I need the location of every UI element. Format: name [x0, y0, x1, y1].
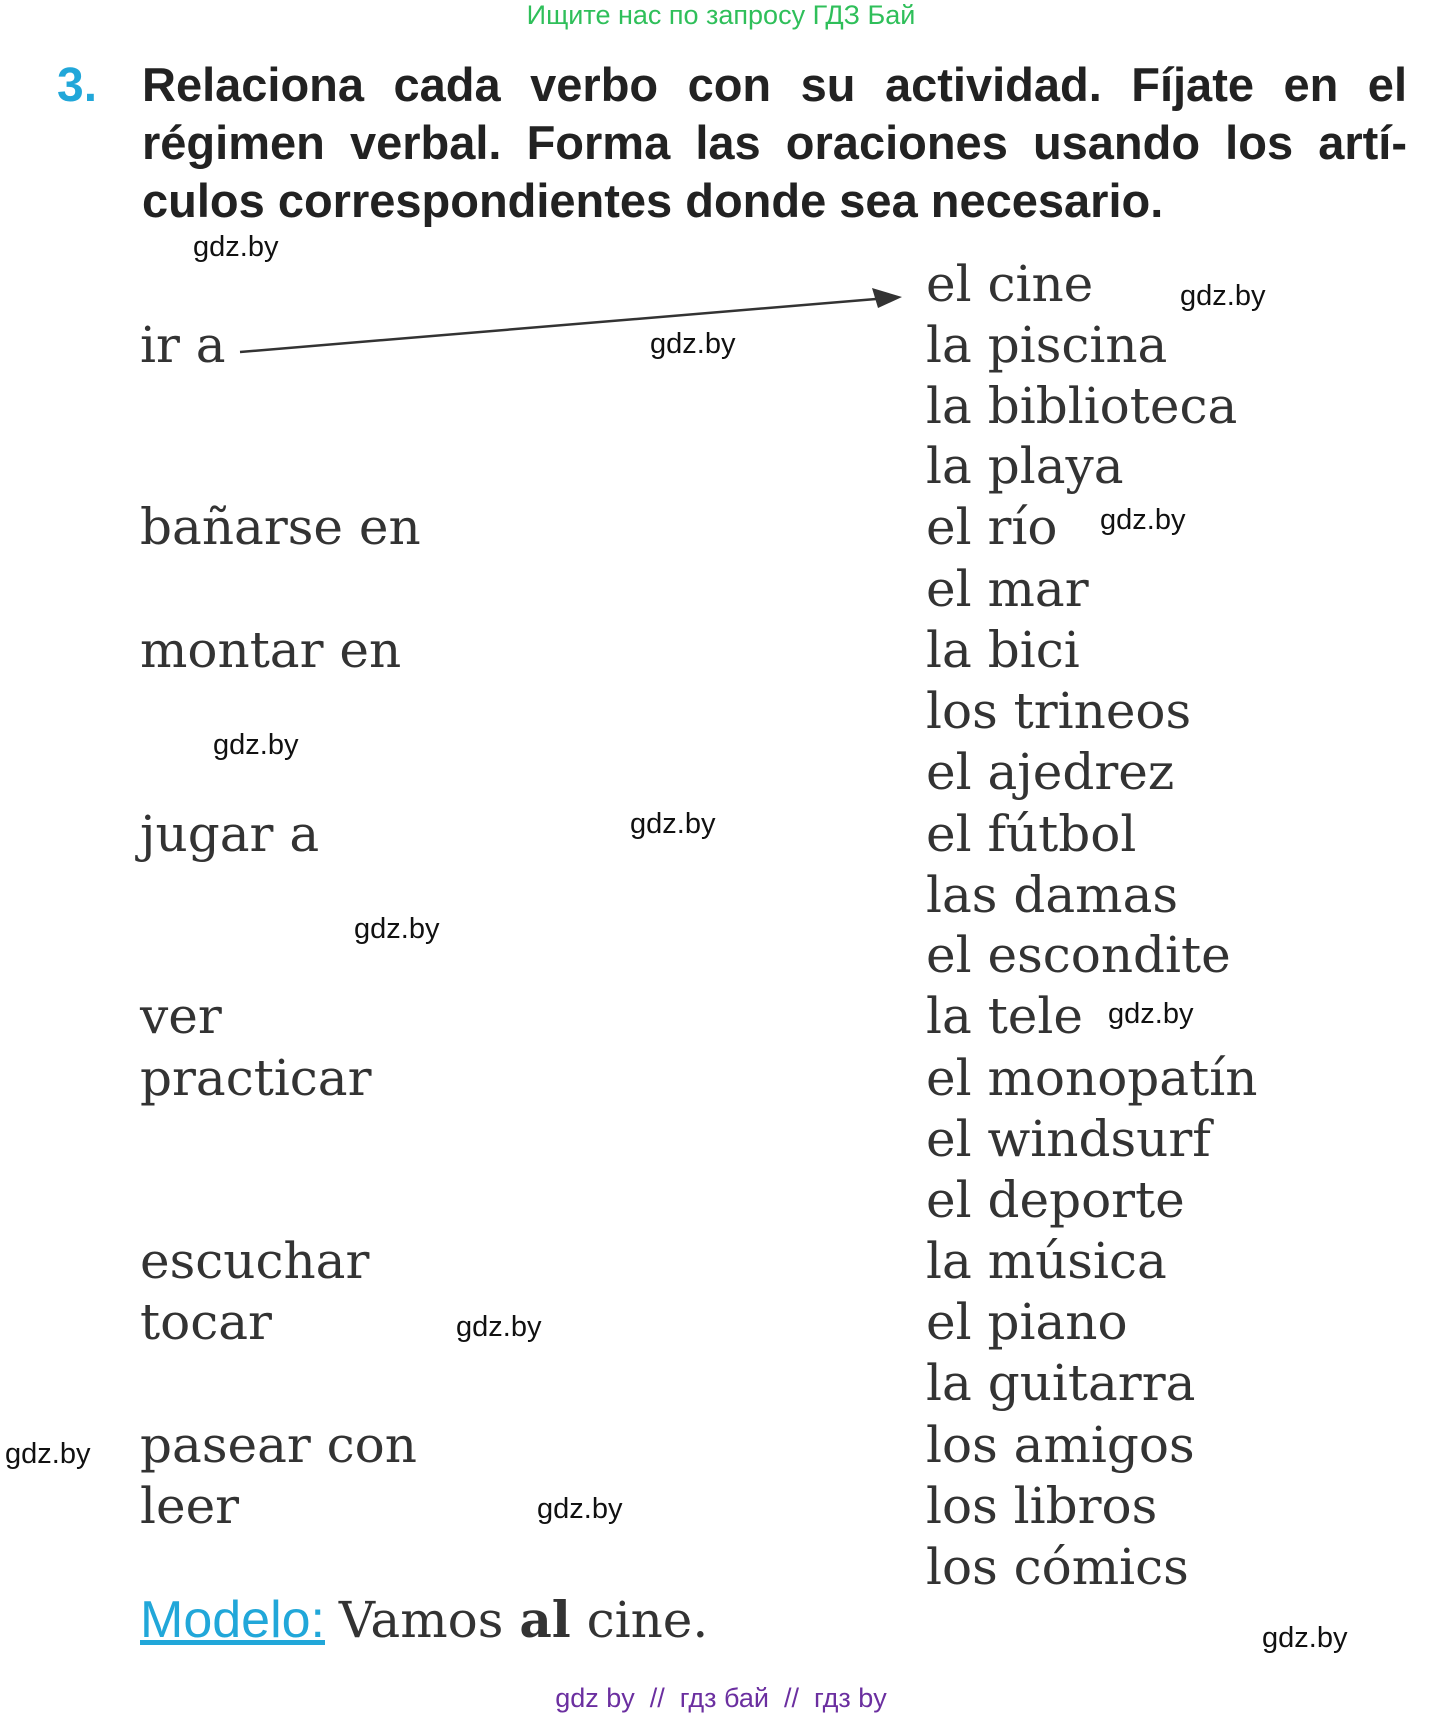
- activity-el-rio: el río: [926, 498, 1058, 556]
- watermark: gdz.by: [456, 1311, 542, 1343]
- activity-los-trineos: los trineos: [926, 682, 1192, 740]
- activity-la-piscina: la piscina: [926, 316, 1168, 374]
- activity-el-monopatin: el monopatín: [926, 1049, 1258, 1107]
- activity-el-ajedrez: el ajedrez: [926, 743, 1175, 801]
- top-banner: Ищите нас по запросу ГДЗ Бай: [526, 0, 916, 30]
- activity-la-tele: la tele: [926, 987, 1083, 1045]
- watermark: gdz.by: [1108, 998, 1194, 1030]
- activity-los-libros: los libros: [926, 1477, 1158, 1535]
- model-sentence: [140, 1590, 708, 1650]
- activity-las-damas: las damas: [926, 866, 1179, 924]
- verb-practicar: practicar: [140, 1049, 372, 1107]
- activity-la-biblioteca: la biblioteca: [926, 377, 1238, 435]
- activity-el-deporte: el deporte: [926, 1171, 1185, 1229]
- verb-pasear-con: pasear con: [140, 1416, 417, 1474]
- watermark: gdz.by: [193, 231, 279, 263]
- instruction-line-3: culos correspondientes donde sea necesario.: [142, 174, 1164, 227]
- activity-el-windsurf: el windsurf: [926, 1110, 1211, 1168]
- watermark: gdz.by: [537, 1493, 623, 1525]
- verb-jugar-a: jugar a: [140, 805, 320, 863]
- activity-el-mar: el mar: [926, 560, 1089, 618]
- model-text-after: cine.: [570, 1591, 709, 1649]
- activity-la-bici: la bici: [926, 621, 1080, 679]
- watermark: gdz.by: [1262, 1622, 1348, 1654]
- verb-montar-en: montar en: [140, 621, 402, 679]
- activity-el-futbol: el fútbol: [926, 805, 1137, 863]
- exercise-number: 3.: [57, 59, 98, 112]
- activity-el-escondite: el escondite: [926, 926, 1231, 984]
- model-text-bold: al: [519, 1590, 571, 1649]
- watermark: gdz.by: [650, 328, 736, 360]
- activity-la-playa: la playa: [926, 437, 1124, 495]
- verb-ir-a: ir a: [140, 316, 226, 374]
- verb-banarse-en: bañarse en: [140, 498, 421, 556]
- activity-la-guitarra: la guitarra: [926, 1354, 1196, 1412]
- verb-tocar: tocar: [140, 1293, 272, 1351]
- watermark: gdz.by: [630, 808, 716, 840]
- verb-ver: ver: [140, 987, 222, 1045]
- watermark: gdz.by: [213, 729, 299, 761]
- watermark: gdz.by: [1100, 504, 1186, 536]
- watermark: gdz.by: [1180, 280, 1266, 312]
- arrow-head: [872, 288, 902, 308]
- arrow-line: [240, 298, 888, 352]
- activity-los-amigos: los amigos: [926, 1416, 1195, 1474]
- activity-los-comics: los cómics: [926, 1538, 1189, 1596]
- activity-el-piano: el piano: [926, 1293, 1128, 1351]
- instruction-line-2: régimen verbal. Forma las oraciones usando los artí-: [142, 116, 1407, 169]
- watermark: gdz.by: [354, 913, 440, 945]
- activity-la-musica: la música: [926, 1232, 1167, 1290]
- footer: gdz by // гдз бай // гдз by: [555, 1683, 887, 1713]
- model-text-before: Vamos: [338, 1591, 520, 1649]
- verb-leer: leer: [140, 1477, 240, 1535]
- model-label: Modelo:: [140, 1591, 325, 1649]
- activity-el-cine: el cine: [926, 255, 1094, 313]
- verb-escuchar: escuchar: [140, 1232, 370, 1290]
- instruction-line-1: Relaciona cada verbo con su actividad. Fíjate en el: [142, 58, 1407, 111]
- watermark: gdz.by: [5, 1438, 91, 1470]
